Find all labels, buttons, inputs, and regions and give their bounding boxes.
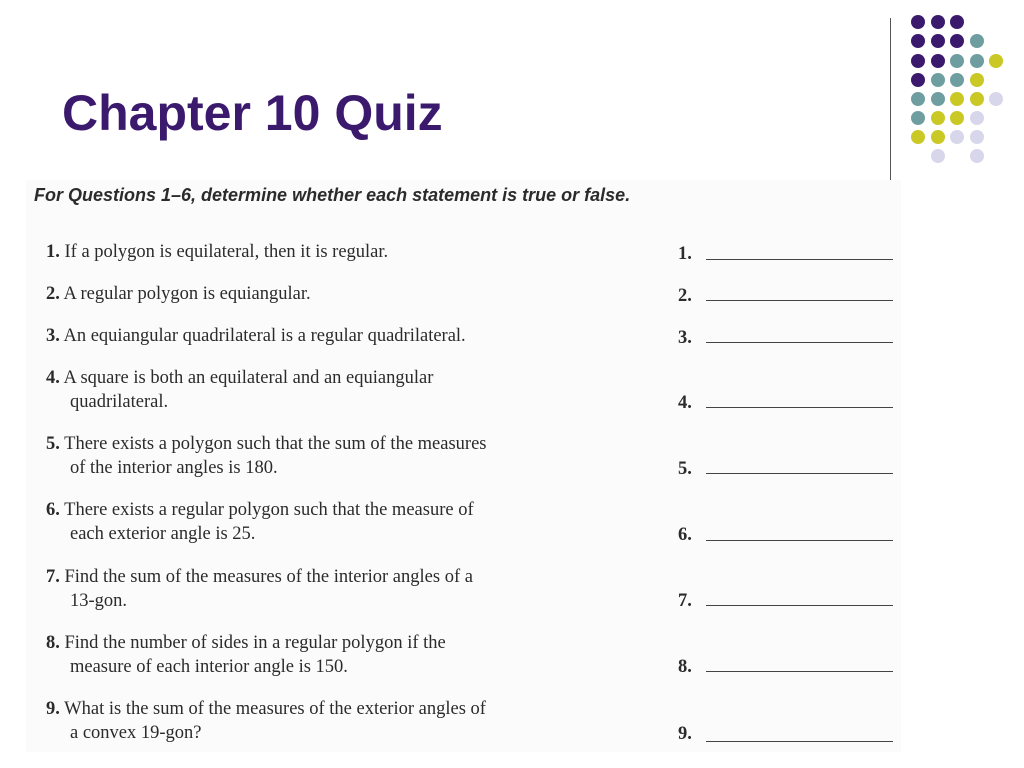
decorative-dot	[950, 130, 964, 144]
answer-blank-2[interactable]	[706, 300, 893, 301]
answer-label-4: 4.	[678, 393, 692, 413]
answer-label-7: 7.	[678, 591, 692, 611]
answer-label-3: 3.	[678, 328, 692, 348]
question-text-continued: 13-gon.	[70, 591, 128, 611]
question-1	[46, 240, 656, 264]
decorative-dot	[911, 15, 925, 29]
question-4	[46, 366, 656, 414]
question-3	[46, 324, 656, 348]
question-6	[46, 498, 656, 546]
answer-blank-1[interactable]	[706, 259, 893, 260]
question-text: What is the sum of the measures of the exterior angles of	[64, 699, 486, 719]
question-5	[46, 432, 656, 480]
question-text: There exists a polygon such that the sum of the measures	[64, 434, 487, 454]
decorative-dot	[931, 92, 945, 106]
decorative-dot	[931, 73, 945, 87]
decorative-dot	[931, 54, 945, 68]
question-text-continued: measure of each interior angle is 150.	[70, 657, 348, 677]
question-number: 6.	[46, 500, 60, 520]
question-text: An equiangular quadrilateral is a regular quadrilateral.	[63, 326, 466, 346]
question-number: 5.	[46, 434, 60, 454]
decorative-dot	[970, 73, 984, 87]
answer-label-5: 5.	[678, 459, 692, 479]
decorative-dot	[931, 130, 945, 144]
answer-label-8: 8.	[678, 657, 692, 677]
decorative-dot	[911, 130, 925, 144]
question-text: Find the sum of the measures of the interior angles of a	[64, 567, 473, 587]
decorative-dot	[950, 15, 964, 29]
question-text-continued: each exterior angle is 25.	[70, 524, 256, 544]
question-number: 7.	[46, 567, 60, 587]
question-text-continued: of the interior angles is 180.	[70, 458, 278, 478]
decorative-dot	[911, 92, 925, 106]
decorative-dot	[931, 34, 945, 48]
question-7	[46, 565, 656, 613]
answer-label-6: 6.	[678, 525, 692, 545]
decorative-dot	[950, 54, 964, 68]
decorative-dot	[970, 92, 984, 106]
decorative-dot	[911, 73, 925, 87]
vertical-divider	[890, 18, 891, 180]
question-number: 4.	[46, 368, 60, 388]
answer-blank-5[interactable]	[706, 473, 893, 474]
decorative-dot	[931, 111, 945, 125]
quiz-instructions: For Questions 1–6, determine whether each statement is true or false.	[34, 185, 631, 205]
question-text: A regular polygon is equiangular.	[63, 284, 311, 304]
decorative-dot	[970, 54, 984, 68]
question-text: A square is both an equilateral and an equiangular	[63, 368, 434, 388]
answer-blank-7[interactable]	[706, 605, 893, 606]
answer-blank-6[interactable]	[706, 540, 893, 541]
answer-blank-9[interactable]	[706, 741, 893, 742]
question-text-continued: a convex 19-gon?	[70, 723, 202, 743]
question-text: There exists a regular polygon such that the measure of	[64, 500, 474, 520]
decorative-dot	[989, 92, 1003, 106]
question-text: If a polygon is equilateral, then it is regular.	[64, 242, 389, 262]
decorative-dot	[989, 54, 1003, 68]
decorative-dot	[970, 111, 984, 125]
question-8	[46, 631, 656, 679]
question-9	[46, 697, 656, 745]
answer-label-2: 2.	[678, 286, 692, 306]
decorative-dot	[931, 15, 945, 29]
decorative-dot	[911, 111, 925, 125]
question-number: 1.	[46, 242, 60, 262]
decorative-dot	[931, 149, 945, 163]
decorative-dot	[911, 34, 925, 48]
question-2	[46, 282, 656, 306]
decorative-dot	[950, 73, 964, 87]
decorative-dot	[970, 34, 984, 48]
question-text: Find the number of sides in a regular polygon if the	[64, 633, 446, 653]
decorative-dot	[970, 149, 984, 163]
answer-label-9: 9.	[678, 724, 692, 744]
decorative-dot	[950, 111, 964, 125]
question-number: 9.	[46, 699, 60, 719]
question-text-continued: quadrilateral.	[70, 392, 169, 412]
decorative-dot	[950, 34, 964, 48]
question-number: 2.	[46, 284, 60, 304]
decorative-dot	[970, 130, 984, 144]
question-number: 8.	[46, 633, 60, 653]
question-number: 3.	[46, 326, 60, 346]
answer-blank-4[interactable]	[706, 407, 893, 408]
slide-title: Chapter 10 Quiz	[62, 85, 443, 141]
answer-label-1: 1.	[678, 244, 692, 264]
answer-blank-8[interactable]	[706, 671, 893, 672]
answer-blank-3[interactable]	[706, 342, 893, 343]
decorative-dot	[950, 92, 964, 106]
decorative-dot	[911, 54, 925, 68]
